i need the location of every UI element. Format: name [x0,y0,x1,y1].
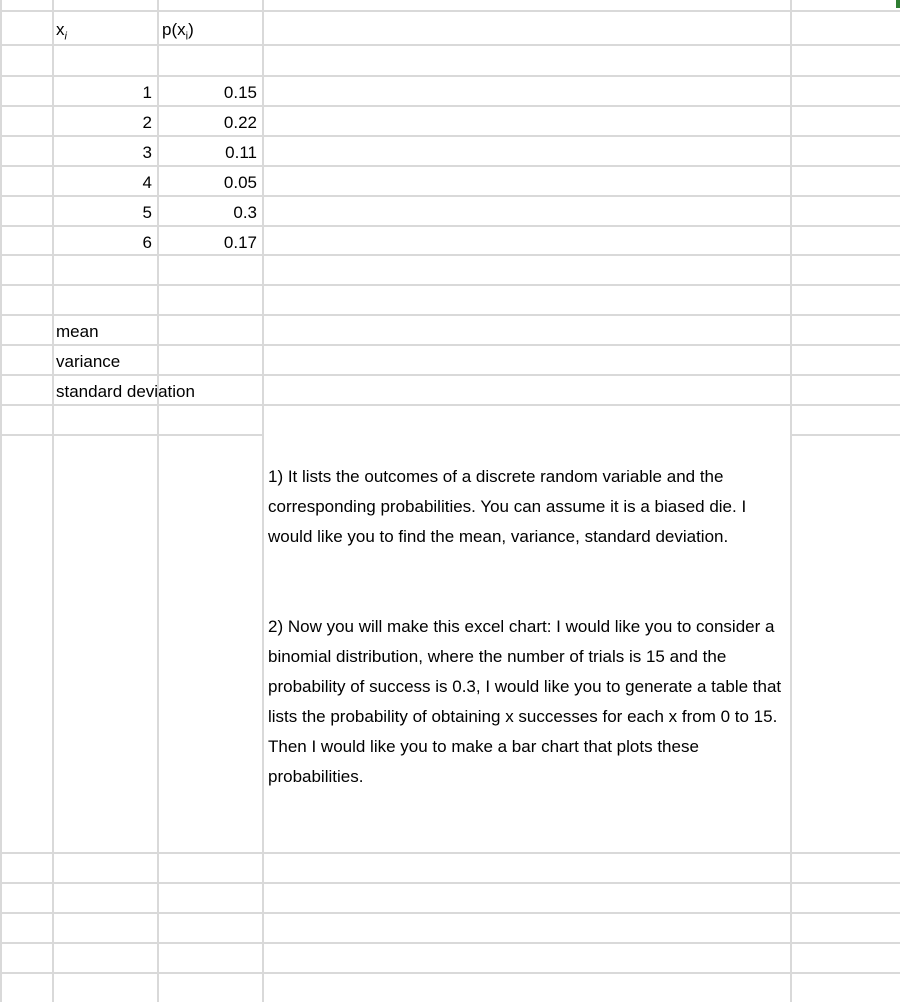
x-cell[interactable]: 6 [142,233,152,252]
std-label-cell[interactable]: standard deviation [56,382,195,401]
selection-corner-marker [896,0,900,8]
variance-label-cell[interactable]: variance [56,352,121,371]
header-x-label: x [56,20,65,39]
header-p-subscript: i [185,30,189,43]
x-cell[interactable]: 2 [142,113,152,132]
p-cell[interactable]: 0.11 [225,143,257,162]
mean-label-cell[interactable]: mean [56,322,99,341]
x-cell[interactable]: 5 [142,203,152,222]
instruction-paragraph-1: 1) It lists the outcomes of a discrete random variable and the corresponding probabilities. You can assume it is a biased die. I would like you to find the mean, variance, standard deviation. [268,467,747,546]
p-cell[interactable]: 0.17 [223,233,257,252]
header-p-label-close: ) [188,20,194,39]
header-x-subscript: i [64,30,67,43]
x-cell[interactable]: 4 [142,173,152,192]
p-cell[interactable]: 0.3 [233,203,257,222]
p-cell[interactable]: 0.15 [223,83,257,102]
header-p-label-open: p(x [162,20,186,39]
header-p-cell[interactable] [162,20,194,43]
x-cell[interactable]: 1 [142,83,152,102]
x-cell[interactable]: 3 [142,143,152,162]
header-x-cell[interactable] [56,20,67,43]
instruction-paragraph-2: 2) Now you will make this excel chart: I would like you to consider a binomial distribution, where the number of trials is 15 and the probability of success is 0.3, I would like you to generate a table that lists the probability of obtaining x successes for each x from 0 to 15. Then I would like you to make a bar chart that plots these probabilities. [268,617,782,786]
p-cell[interactable]: 0.05 [223,173,257,192]
p-cell[interactable]: 0.22 [223,113,257,132]
